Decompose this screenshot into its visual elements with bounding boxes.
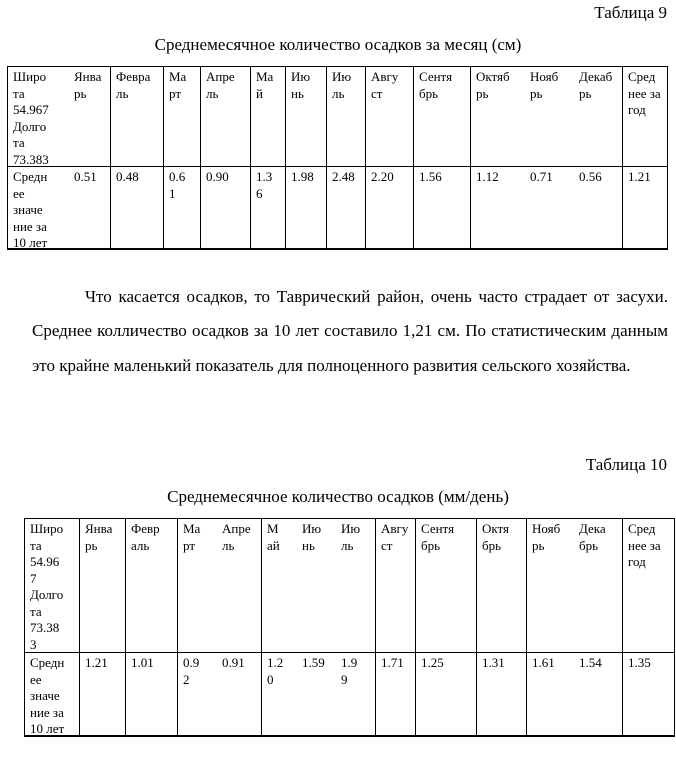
table9-title: Среднемесячное количество осадков за месяц (см)	[154, 35, 522, 54]
value-cell: 0.90	[206, 169, 229, 184]
header-cell: Янва рь	[85, 521, 113, 553]
value-cell: 0.6 1	[169, 169, 186, 201]
body-paragraph: Что касается осадков, то Таврический район, очень часто страдает от засухи. Среднее колличество осадков за 10 лет составило 1,21 см. По статистическим данным это крайне маленький показатель для полноценного развития сельского хозяйства.	[32, 287, 668, 375]
value-cell: 1.12	[476, 169, 499, 184]
header-cell: Авгу ст	[381, 521, 409, 553]
value-cell: 1.2 0	[267, 655, 284, 687]
header-cell: Февра ль	[116, 69, 151, 101]
value-cell: 0.91	[222, 655, 245, 670]
header-cell: Нояб рь	[530, 69, 559, 101]
header-cell: Сред нее за год	[628, 69, 661, 117]
value-cell: 1.56	[419, 169, 442, 184]
header-cell: Апре ль	[222, 521, 251, 553]
value-cell: 0.56	[579, 169, 602, 184]
header-cell: Широ та 54.967 Долго та 73.383	[13, 69, 49, 167]
value-cell: 1.31	[482, 655, 505, 670]
header-cell: Ию нь	[302, 521, 322, 553]
value-cell: 2.48	[332, 169, 355, 184]
value-cell: 0.48	[116, 169, 139, 184]
table10	[24, 518, 675, 737]
table10-caption: Таблица 10	[585, 455, 667, 474]
header-cell: Авгу ст	[371, 69, 399, 101]
header-cell: Сентя брь	[419, 69, 453, 101]
table9	[7, 66, 668, 250]
table10-title: Среднемесячное количество осадков (мм/день)	[167, 487, 509, 506]
value-cell: 1.54	[579, 655, 602, 670]
value-cell: 1.9 9	[341, 655, 358, 687]
value-cell: 1.71	[381, 655, 404, 670]
value-cell: Средн ее значе ние за 10 лет	[30, 655, 65, 736]
header-cell: Апре ль	[206, 69, 235, 101]
value-cell: 1.59	[302, 655, 325, 670]
header-cell: Ию нь	[291, 69, 311, 101]
header-cell: М ай	[267, 521, 280, 553]
header-cell: Ию ль	[341, 521, 361, 553]
value-cell: 1.3 6	[256, 169, 273, 201]
value-cell: 1.21	[628, 169, 651, 184]
header-cell: Дека брь	[579, 521, 606, 553]
header-cell: Ма й	[256, 69, 274, 101]
value-cell: 1.21	[85, 655, 108, 670]
value-cell: 1.01	[131, 655, 154, 670]
value-cell: 0.51	[74, 169, 97, 184]
header-cell: Ию ль	[332, 69, 352, 101]
header-cell: Октя брь	[482, 521, 510, 553]
header-cell: Нояб рь	[532, 521, 561, 553]
value-cell: 0.71	[530, 169, 553, 184]
header-cell: Широ та 54.96 7 Долго та 73.38 3	[30, 521, 64, 652]
value-cell: 1.98	[291, 169, 314, 184]
header-cell: Сред нее за год	[628, 521, 661, 569]
value-cell: 1.61	[532, 655, 555, 670]
value-cell: 1.35	[628, 655, 651, 670]
header-cell: Янва рь	[74, 69, 102, 101]
header-cell: Сентя брь	[421, 521, 455, 553]
value-cell: 0.9 2	[183, 655, 200, 687]
header-cell: Декаб рь	[579, 69, 613, 101]
value-cell: Средн ее значе ние за 10 лет	[13, 169, 48, 250]
header-cell: Октяб рь	[476, 69, 510, 101]
header-cell: Ма рт	[183, 521, 201, 553]
header-cell: Февр аль	[131, 521, 160, 553]
value-cell: 2.20	[371, 169, 394, 184]
header-cell: Ма рт	[169, 69, 187, 101]
value-cell: 1.25	[421, 655, 444, 670]
table9-caption: Таблица 9	[594, 3, 667, 22]
